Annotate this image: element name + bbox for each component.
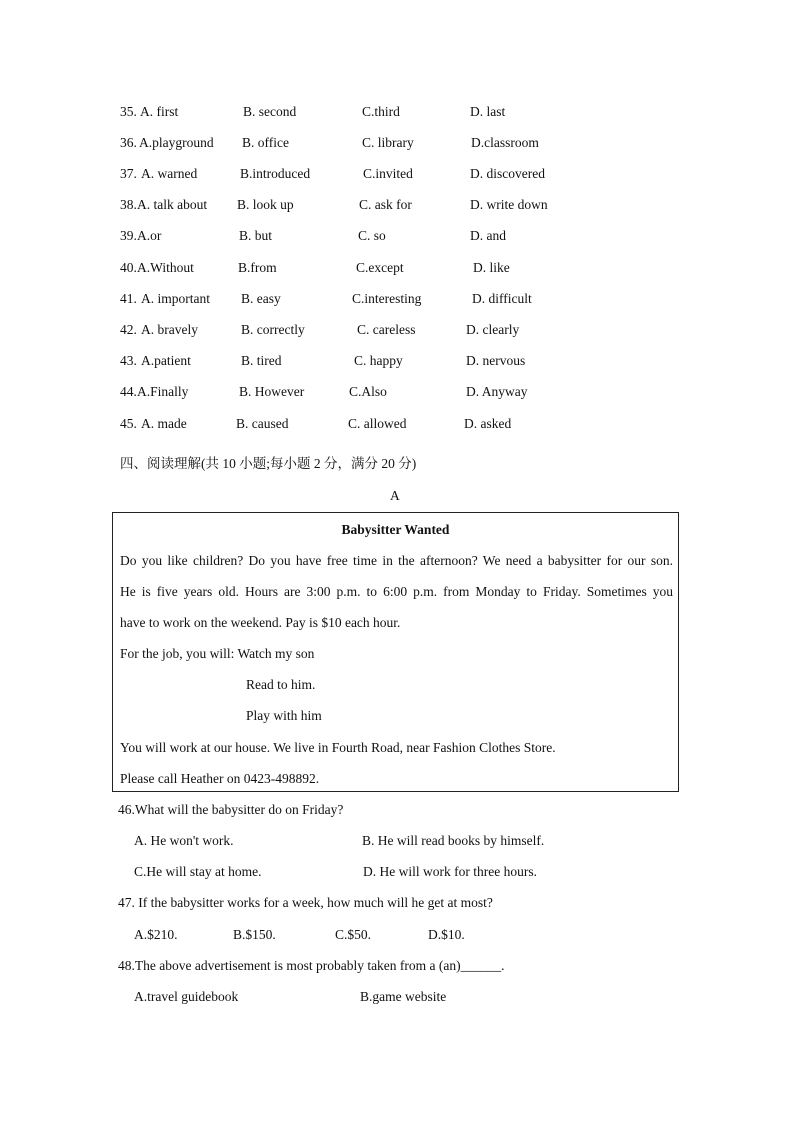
question-number: 43. [120, 353, 137, 368]
option-a: A. talk about [137, 197, 208, 212]
option-d: D. and [470, 228, 506, 243]
option-a: A.patient [141, 353, 191, 368]
section-heading: 四、阅读理解(共 10 小题;每小题 2 分，满分 20 分) [120, 456, 417, 471]
ad-location: You will work at our house. We live in Fourth Road, near Fashion Clothes Store. [120, 740, 556, 755]
question-number: 35. [120, 104, 137, 119]
option-b: B. tired [241, 353, 282, 368]
question-number: 38. [120, 197, 137, 212]
option-d: D.classroom [471, 135, 539, 150]
passage-label: A [390, 488, 400, 503]
option-d: D. asked [464, 416, 512, 431]
option-d: D. write down [470, 197, 548, 212]
option-c: C. library [362, 135, 414, 150]
question-number: 45. [120, 416, 137, 431]
question-number: 39. [120, 228, 137, 243]
option-b: B. office [242, 135, 289, 150]
option-a: A. made [141, 416, 187, 431]
option-b: B. caused [236, 416, 289, 431]
option-c: C.Also [349, 384, 387, 399]
option-d: D. like [473, 260, 510, 275]
q46-option-d: D. He will work for three hours. [363, 864, 537, 879]
ad-duty-play: Play with him [246, 708, 322, 723]
option-b: B.introduced [240, 166, 311, 181]
option-d: D. nervous [466, 353, 526, 368]
ad-line-1: Do you like children? Do you have free time in the afternoon? We need a babysitter for our son. [120, 553, 673, 568]
question-number: 40. [120, 260, 137, 275]
q47-option-c: C.$50. [335, 927, 372, 942]
option-c: C. careless [357, 322, 416, 337]
option-a: A. bravely [141, 322, 198, 337]
option-c: C.invited [363, 166, 413, 181]
ad-contact: Please call Heather on 0423-498892. [120, 771, 320, 786]
option-c: C. so [358, 228, 386, 243]
option-c: C. allowed [348, 416, 407, 431]
option-a: A. warned [141, 166, 198, 181]
option-b: B. look up [237, 197, 294, 212]
ad-title: Babysitter Wanted [341, 522, 450, 537]
question-number: 42. [120, 322, 137, 337]
q46-option-a: A. He won't work. [134, 833, 234, 848]
option-d: D. discovered [470, 166, 545, 181]
option-d: D. Anyway [466, 384, 528, 399]
option-b: B. However [239, 384, 305, 399]
option-a: A.or [137, 228, 162, 243]
option-a: A. first [140, 104, 179, 119]
question-46: 46.What will the babysitter do on Friday? [118, 802, 344, 817]
question-number: 37. [120, 166, 137, 181]
option-b: B. easy [241, 291, 281, 306]
option-c: C.interesting [352, 291, 422, 306]
question-number: 44. [120, 384, 137, 399]
option-c: C. happy [354, 353, 403, 368]
option-c: C. ask for [359, 197, 412, 212]
question-48: 48.The above advertisement is most probably taken from a (an)______. [118, 958, 505, 973]
question-number: 36. [120, 135, 137, 150]
question-number: 41. [120, 291, 137, 306]
option-b: B. correctly [241, 322, 305, 337]
q47-option-b: B.$150. [233, 927, 276, 942]
ad-duty-read: Read to him. [246, 677, 316, 692]
option-c: C.third [362, 104, 400, 119]
q48-option-b: B.game website [360, 989, 447, 1004]
option-a: A.Without [137, 260, 194, 275]
ad-duties-intro: For the job, you will: Watch my son [120, 646, 315, 661]
option-a: A. important [141, 291, 210, 306]
option-c: C.except [356, 260, 404, 275]
q46-option-b: B. He will read books by himself. [362, 833, 545, 848]
question-47: 47. If the babysitter works for a week, how much will he get at most? [118, 895, 493, 910]
q46-option-c: C.He will stay at home. [134, 864, 262, 879]
option-b: B. second [243, 104, 297, 119]
q47-option-a: A.$210. [134, 927, 178, 942]
option-d: D. difficult [472, 291, 532, 306]
option-d: D. last [470, 104, 506, 119]
advertisement-box [112, 512, 679, 792]
q47-option-d: D.$10. [428, 927, 465, 942]
option-d: D. clearly [466, 322, 520, 337]
q48-option-a: A.travel guidebook [134, 989, 239, 1004]
ad-line-2: He is five years old. Hours are 3:00 p.m. to 6:00 p.m. from Monday to Friday. Sometimes you [120, 584, 673, 599]
option-a: A.playground [139, 135, 214, 150]
ad-line-3: have to work on the weekend. Pay is $10 each hour. [120, 615, 401, 630]
option-a: A.Finally [137, 384, 189, 399]
option-b: B.from [238, 260, 277, 275]
option-b: B. but [239, 228, 273, 243]
